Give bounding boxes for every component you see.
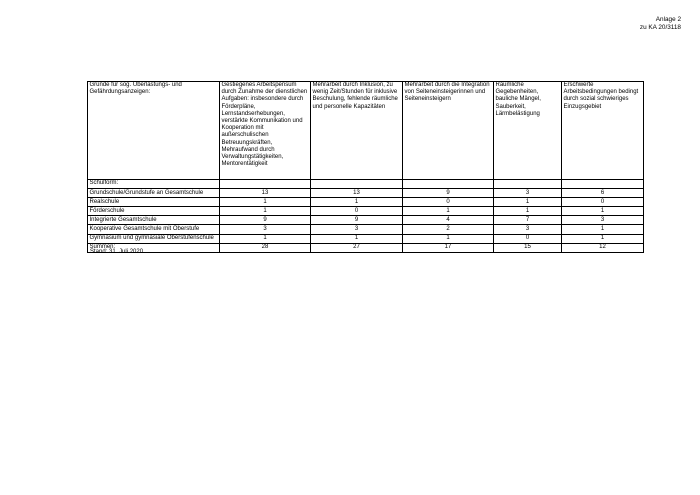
cell-value: 13 (220, 189, 311, 198)
cell-value: 6 (562, 189, 644, 198)
cell-value: 0 (562, 198, 644, 207)
reasons-table (87, 81, 644, 253)
sums-row (88, 243, 644, 252)
table-row (88, 234, 644, 243)
cell-value: 0 (494, 234, 562, 243)
table-row (88, 216, 644, 225)
cell-value: 9 (311, 216, 403, 225)
sum-value: 12 (562, 243, 644, 252)
stand-date-note: Stand: 31. Juli 2020 (90, 249, 144, 255)
sum-value: 27 (311, 243, 403, 252)
sum-value: 17 (403, 243, 494, 252)
cell-value: 2 (403, 225, 494, 234)
table-row (88, 189, 644, 198)
cell-value: 0 (403, 198, 494, 207)
cell-value: 4 (403, 216, 494, 225)
cell-value: 9 (403, 189, 494, 198)
schoolform-label: Schulform: (88, 180, 220, 189)
cell-value: 1 (494, 198, 562, 207)
cell-value: 7 (494, 216, 562, 225)
cell-value: 1 (494, 207, 562, 216)
row-label: Gymnasium und gymnasiale Oberstufenschule (88, 234, 220, 243)
column-header: Mehrarbeit durch Inklusion, zu wenig Zeit/Stunden für inklusive Beschulung, fehlende räumliche und personelle Kapazitäten (311, 82, 403, 180)
cell-value: 1 (403, 234, 494, 243)
annex-reference (640, 16, 681, 32)
row-label: Förderschule (88, 207, 220, 216)
cell-value: 1 (311, 234, 403, 243)
sum-value: 28 (220, 243, 311, 252)
table-header-row (88, 82, 644, 180)
column-header: Gründe für sog. Überlastungs- und Gefährdungsanzeigen: (88, 82, 220, 180)
column-header: Erschwerte Arbeitsbedingungen bedingt durch sozial schwieriges Einzugsgebiet (562, 82, 644, 180)
cell-value: 9 (220, 216, 311, 225)
cell-value: 1 (562, 225, 644, 234)
row-label: Integrierte Gesamtschule (88, 216, 220, 225)
cell-value: 0 (311, 207, 403, 216)
cell-value: 1 (311, 198, 403, 207)
sums-label: Summen: (88, 243, 220, 252)
table-row (88, 198, 644, 207)
table-row (88, 225, 644, 234)
cell-value: 1 (220, 234, 311, 243)
cell-value: 1 (562, 234, 644, 243)
column-header: Gestiegenes Arbeitspensum durch Zunahme der dienstlichen Aufgaben: insbesondere durch Förderpläne, Lernstandserhebungen, verstärkte Kommunikation und Kooperation mit außerschulischen Betreuungskräften, Mehraufwand durch Verwaltungstätigkeiten, Mentorentätigkeit (220, 82, 311, 180)
column-header: Mehrarbeit durch die Integration von Seiteneinsteigerinnen und Seiteneinsteigern (403, 82, 494, 180)
row-label: Realschule (88, 198, 220, 207)
cell-value: 3 (220, 225, 311, 234)
cell-value: 1 (403, 207, 494, 216)
column-header: Räumliche Gegebenheiten, bauliche Mängel, Sauberkeit, Lärmbelästigung (494, 82, 562, 180)
cell-value: 3 (494, 189, 562, 198)
annex-document-ref: zu KA 20/3118 (639, 24, 681, 31)
cell-value: 3 (494, 225, 562, 234)
cell-value: 1 (220, 198, 311, 207)
cell-value: 1 (562, 207, 644, 216)
table-row (88, 207, 644, 216)
cell-value: 1 (220, 207, 311, 216)
row-label: Kooperative Gesamtschule mit Oberstufe (88, 225, 220, 234)
cell-value: 3 (562, 216, 644, 225)
schoolform-label-row (88, 180, 644, 189)
sum-value: 15 (494, 243, 562, 252)
annex-label: Anlage 2 (655, 16, 681, 23)
cell-value: 13 (311, 189, 403, 198)
row-label: Grundschule/Grundstufe an Gesamtschule (88, 189, 220, 198)
cell-value: 3 (311, 225, 403, 234)
